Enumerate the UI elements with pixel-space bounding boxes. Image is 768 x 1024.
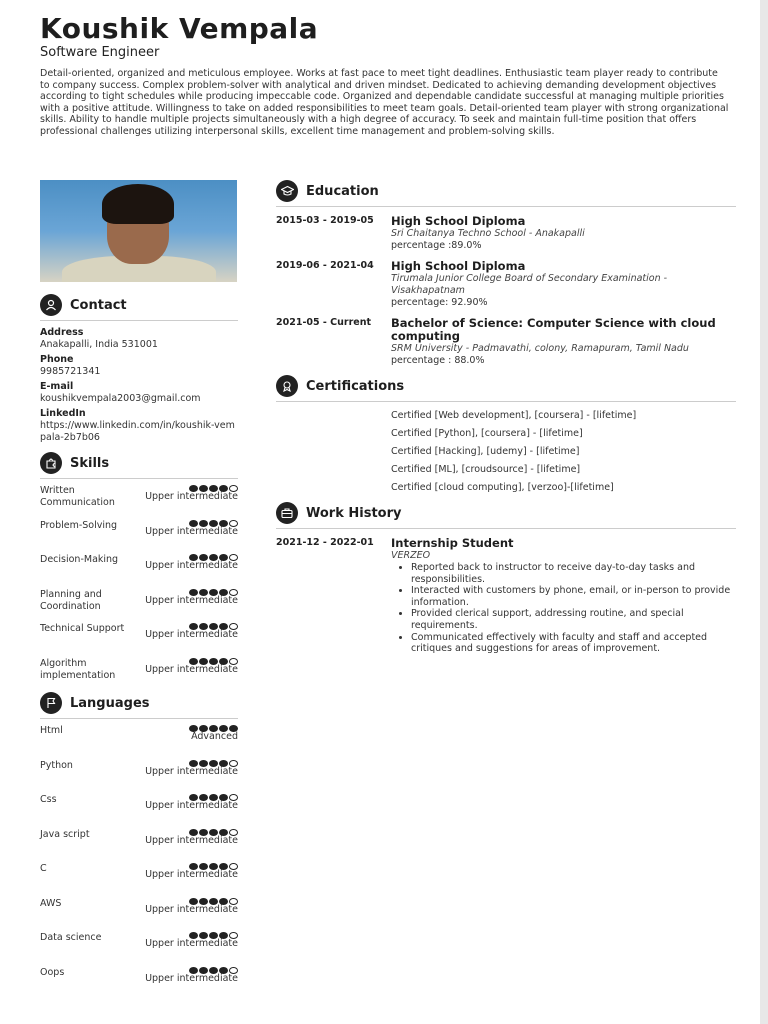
work-role: Internship Student — [391, 536, 514, 550]
contact-section — [40, 294, 238, 444]
skills-name: Technical Support — [40, 623, 125, 634]
skills-item — [40, 554, 238, 589]
rating — [138, 554, 238, 589]
languages-item — [40, 932, 238, 967]
education-school: Tirumala Junior College Board of Secondary Examination - Visakhapatnam — [391, 273, 668, 296]
linkedin-link[interactable]: https://www.linkedin.com/in/koushik-vempala-2b7b06 — [40, 420, 235, 443]
work-history-section — [276, 502, 736, 655]
skills-name: Decision-Making — [40, 554, 119, 565]
email-label: E-mail — [40, 381, 74, 392]
contact-heading: Contact — [70, 297, 127, 313]
languages-item — [40, 725, 238, 760]
certification-item: Certified [Python], [coursera] - [lifetime] — [391, 428, 583, 439]
skills-section — [40, 452, 238, 692]
candidate-name: Koushik Vempala — [40, 12, 319, 45]
rating — [138, 932, 238, 967]
languages-level: Upper intermediate — [145, 972, 238, 984]
education-dates: 2021-05 - Current — [276, 317, 372, 328]
work-bullet: • Interacted with customers by phone, email, or in-person to provide information. — [411, 585, 736, 608]
skills-level: Upper intermediate — [145, 525, 238, 537]
rating — [138, 829, 238, 864]
languages-name: Python — [40, 759, 73, 771]
certification-item: Certified [ML], [croudsource] - [lifetime] — [391, 464, 581, 475]
rating — [138, 485, 238, 520]
rating — [138, 589, 238, 624]
certification-item: Certified [Hacking], [udemy] - [lifetime] — [391, 446, 580, 457]
languages-level: Upper intermediate — [145, 869, 238, 880]
skills-name: Problem-Solving — [40, 519, 118, 531]
languages-heading: Languages — [70, 695, 150, 711]
right-column — [276, 180, 736, 655]
skills-level: Upper intermediate — [145, 491, 238, 502]
education-body — [391, 215, 736, 252]
certification-item: Certified [cloud computing], [verzoo]-[lifetime] — [391, 482, 614, 493]
languages-item — [40, 760, 238, 795]
skills-level: Upper intermediate — [145, 560, 238, 571]
work-history-heading: Work History — [306, 505, 402, 521]
work-body — [391, 537, 736, 655]
work-bullet: • Reported back to instructor to receive day-to-day tasks and responsibilities. — [411, 562, 736, 585]
linkedin-label: LinkedIn — [40, 408, 86, 419]
skills-name: Algorithm implementation — [40, 657, 116, 681]
education-school: Sri Chaitanya Techno School - Anakapalli — [391, 228, 585, 239]
left-column — [40, 180, 238, 1001]
graduation-cap-icon — [276, 180, 298, 202]
rating — [138, 658, 238, 693]
badge-icon — [276, 375, 298, 397]
languages-name: Java script — [40, 828, 90, 840]
skills-item — [40, 623, 238, 658]
languages-level: Upper intermediate — [145, 938, 238, 949]
languages-item — [40, 967, 238, 1002]
languages-level: Upper intermediate — [145, 834, 238, 846]
education-percentage: percentage :89.0% — [391, 240, 482, 251]
education-section — [276, 180, 736, 367]
skills-name: Written Communication — [40, 485, 115, 508]
languages-level: Advanced — [191, 731, 238, 742]
email-value[interactable]: koushikvempala2003@gmail.com — [40, 393, 201, 404]
skills-item — [40, 658, 238, 693]
languages-name: AWS — [40, 897, 62, 909]
languages-name: Html — [40, 725, 63, 736]
education-body — [391, 317, 736, 367]
rating — [138, 863, 238, 898]
skills-heading: Skills — [70, 455, 110, 471]
rating — [138, 898, 238, 933]
work-entry — [276, 537, 736, 655]
rating — [138, 725, 238, 760]
skills-level: Upper intermediate — [145, 663, 238, 675]
languages-item — [40, 863, 238, 898]
languages-item — [40, 898, 238, 933]
skills-name: Planning and Coordination — [40, 588, 102, 612]
languages-level: Upper intermediate — [145, 765, 238, 777]
education-dates: 2015-03 - 2019-05 — [276, 215, 374, 226]
certifications-heading: Certifications — [306, 378, 405, 394]
certification-item: Certified [Web development], [coursera] - [lifetime] — [391, 410, 637, 421]
work-bullets — [411, 562, 736, 655]
languages-name: Data science — [40, 932, 102, 943]
rating — [138, 794, 238, 829]
phone-value: 9985721341 — [40, 366, 101, 377]
phone-label: Phone — [40, 354, 74, 365]
puzzle-icon — [40, 452, 62, 474]
skills-level: Upper intermediate — [145, 594, 238, 606]
education-school: SRM University - Padmavathi, colony, Ramapuram, Tamil Nadu — [391, 343, 689, 354]
work-bullet: • Communicated effectively with faculty and staff and accepted critiques and suggestions for areas of improvement. — [411, 632, 736, 655]
person-icon — [40, 294, 62, 316]
rating — [138, 520, 238, 555]
rating — [138, 623, 238, 658]
languages-name: C — [40, 863, 47, 874]
rating — [138, 760, 238, 795]
skills-item — [40, 589, 238, 624]
education-dates: 2019-06 - 2021-04 — [276, 260, 374, 271]
professional-summary: Detail-oriented, organized and meticulous employee. Works at fast pace to meet tight deadlines. Enthusiastic team player ready to contribute to company success. Complex problem-solver with analytical and driven mindset. Dedicated to achieving demanding development objectives according to tight schedules while producing impeccable code. Organized and dependable candidate successful at managing multiple priorities with a positive attitude. Willingness to take on added responsibilities to meet team goals. Detail-oriented team player with strong organizational skills. Ability to handle multiple projects simultaneously with a high degree of accuracy. To seek and maintain full-time position that offers professional challenges utilizing interpersonal skills, excellent time management and problem-solving skills. — [40, 68, 729, 137]
languages-item — [40, 829, 238, 864]
education-percentage: percentage: 92.90% — [391, 297, 488, 308]
education-entry — [276, 317, 736, 367]
education-degree: High School Diploma — [391, 214, 526, 228]
languages-name: Oops — [40, 966, 65, 978]
languages-level: Upper intermediate — [145, 903, 238, 915]
briefcase-icon — [276, 502, 298, 524]
education-degree: High School Diploma — [391, 259, 526, 273]
skills-item — [40, 485, 238, 520]
languages-section — [40, 692, 238, 1001]
job-title: Software Engineer — [40, 45, 160, 60]
languages-name: Css — [40, 794, 57, 805]
skills-level: Upper intermediate — [145, 629, 238, 640]
certifications-section — [276, 375, 736, 494]
education-heading: Education — [306, 183, 379, 199]
education-entry — [276, 215, 736, 252]
address-value: Anakapalli, India 531001 — [40, 339, 158, 350]
education-percentage: percentage : 88.0% — [391, 355, 485, 366]
rating — [138, 967, 238, 1002]
address-label: Address — [40, 327, 84, 338]
work-company: VERZEO — [391, 550, 431, 561]
profile-photo — [40, 180, 237, 282]
work-dates: 2021-12 - 2022-01 — [276, 537, 374, 548]
education-degree: Bachelor of Science: Computer Science with cloud computing — [391, 316, 716, 343]
skills-item — [40, 520, 238, 555]
education-entry — [276, 260, 736, 309]
work-bullet: • Provided clerical support, addressing routine, and special requirements. — [411, 608, 736, 631]
languages-item — [40, 794, 238, 829]
flag-icon — [40, 692, 62, 714]
education-body — [391, 260, 736, 309]
languages-level: Upper intermediate — [145, 800, 238, 811]
